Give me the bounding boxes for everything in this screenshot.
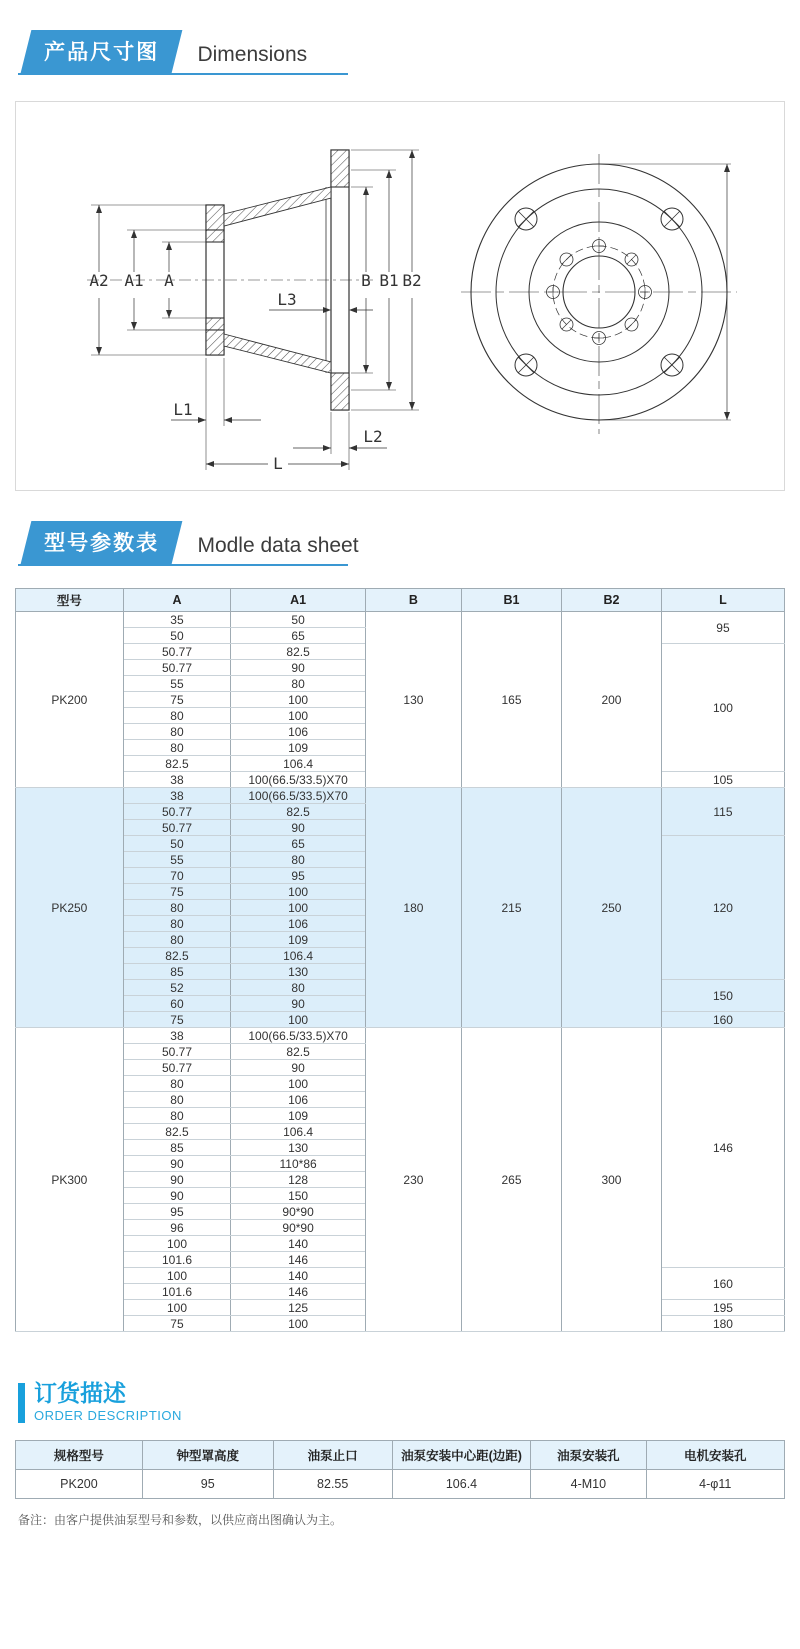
a-cell: 82.5 xyxy=(123,1124,231,1140)
a1-cell: 125 xyxy=(231,1300,366,1316)
a-cell: 50.77 xyxy=(123,660,231,676)
a1-cell: 82.5 xyxy=(231,1044,366,1060)
order-table-body xyxy=(16,1470,785,1499)
a1-cell: 82.5 xyxy=(231,644,366,660)
a1-cell: 106 xyxy=(231,1092,366,1108)
label-l1: L1 xyxy=(173,400,193,419)
order-title-zh: 订货描述 xyxy=(34,1380,126,1406)
label-a1: A1 xyxy=(124,271,144,290)
a-cell: 38 xyxy=(123,788,231,804)
bell-housing-front-view xyxy=(461,154,737,434)
label-b: B xyxy=(361,271,371,290)
a1-cell: 100(66.5/33.5)X70 xyxy=(231,772,366,788)
model-table-header-cell: L xyxy=(661,589,784,612)
a-cell: 82.5 xyxy=(123,756,231,772)
a1-cell: 65 xyxy=(231,628,366,644)
order-title-en: ORDER DESCRIPTION xyxy=(34,1408,182,1423)
l-cell: 146 xyxy=(661,1028,784,1268)
a-cell: 80 xyxy=(123,932,231,948)
a1-cell: 100 xyxy=(231,884,366,900)
a-cell: 80 xyxy=(123,708,231,724)
a1-cell: 50 xyxy=(231,612,366,628)
model-cell: PK300 xyxy=(16,1028,124,1332)
a-cell: 38 xyxy=(123,1028,231,1044)
a1-cell: 90 xyxy=(231,996,366,1012)
order-table-header-cell: 电机安装孔 xyxy=(646,1441,784,1470)
a-cell: 80 xyxy=(123,916,231,932)
a1-cell: 80 xyxy=(231,980,366,996)
order-value-cell: 106.4 xyxy=(392,1470,530,1499)
a1-cell: 106 xyxy=(231,724,366,740)
a-cell: 75 xyxy=(123,692,231,708)
a1-cell: 140 xyxy=(231,1268,366,1284)
a-cell: 80 xyxy=(123,1076,231,1092)
dimensions-title-zh: 产品尺寸图 xyxy=(44,41,160,64)
order-value-cell: 95 xyxy=(142,1470,273,1499)
a1-cell: 110*86 xyxy=(231,1156,366,1172)
a1-cell: 100(66.5/33.5)X70 xyxy=(231,788,366,804)
a-cell: 100 xyxy=(123,1268,231,1284)
a-cell: 75 xyxy=(123,1316,231,1332)
a1-cell: 80 xyxy=(231,852,366,868)
section-view-dimension-labels xyxy=(89,271,421,473)
model-table-header-cell: A xyxy=(123,589,231,612)
b-cell: 180 xyxy=(365,788,461,1028)
a-cell: 52 xyxy=(123,980,231,996)
a1-cell: 100 xyxy=(231,1012,366,1028)
a1-cell: 109 xyxy=(231,932,366,948)
label-b1: B1 xyxy=(379,271,399,290)
a1-cell: 100 xyxy=(231,1316,366,1332)
b-cell: 230 xyxy=(365,1028,461,1332)
model-table-header-cell: A1 xyxy=(231,589,366,612)
order-note: 备注：由客户提供油泵型号和参数，以供应商出图确认为主。 xyxy=(18,1513,343,1527)
order-table-header-cell: 油泵安装孔 xyxy=(531,1441,646,1470)
a-cell: 96 xyxy=(123,1220,231,1236)
order-value-cell: 4-φ11 xyxy=(646,1470,784,1499)
a1-cell: 130 xyxy=(231,1140,366,1156)
a-cell: 85 xyxy=(123,1140,231,1156)
label-a: A xyxy=(164,271,174,290)
model-table xyxy=(15,588,785,1332)
l-cell: 195 xyxy=(661,1300,784,1316)
model-table-header-cell: 型号 xyxy=(16,589,124,612)
order-table xyxy=(15,1440,785,1499)
a-cell: 35 xyxy=(123,612,231,628)
model-table-header-cell: B1 xyxy=(462,589,562,612)
label-a2: A2 xyxy=(89,271,109,290)
order-table-header-cell: 规格型号 xyxy=(16,1441,143,1470)
a-cell: 55 xyxy=(123,852,231,868)
model-table-body xyxy=(16,612,785,1332)
a1-cell: 82.5 xyxy=(231,804,366,820)
a1-cell: 100 xyxy=(231,1076,366,1092)
a1-cell: 106 xyxy=(231,916,366,932)
label-l3: L3 xyxy=(277,290,297,309)
a1-cell: 128 xyxy=(231,1172,366,1188)
order-value-cell: PK200 xyxy=(16,1470,143,1499)
model-table-row xyxy=(16,788,785,804)
order-value-cell: 4-M10 xyxy=(531,1470,646,1499)
order-table-header-cell: 钟型罩高度 xyxy=(142,1441,273,1470)
model-table-head xyxy=(16,589,785,612)
model-cell: PK250 xyxy=(16,788,124,1028)
a1-cell: 90*90 xyxy=(231,1204,366,1220)
label-b2: B2 xyxy=(402,271,422,290)
a1-cell: 100 xyxy=(231,900,366,916)
order-table-head xyxy=(16,1441,785,1470)
a-cell: 38 xyxy=(123,772,231,788)
dimensions-drawing-box xyxy=(15,101,785,491)
b-cell: 130 xyxy=(365,612,461,788)
dimensions-badge xyxy=(21,30,183,73)
a1-cell: 146 xyxy=(231,1252,366,1268)
section-view-dimensions xyxy=(91,150,422,470)
a1-cell: 146 xyxy=(231,1284,366,1300)
a1-cell: 140 xyxy=(231,1236,366,1252)
a-cell: 85 xyxy=(123,964,231,980)
model-table-header-cell: B xyxy=(365,589,461,612)
a-cell: 101.6 xyxy=(123,1284,231,1300)
a1-cell: 90*90 xyxy=(231,1220,366,1236)
l-cell: 160 xyxy=(661,1012,784,1028)
a1-cell: 100(66.5/33.5)X70 xyxy=(231,1028,366,1044)
b1-cell: 215 xyxy=(462,788,562,1028)
a-cell: 50 xyxy=(123,836,231,852)
a1-cell: 90 xyxy=(231,1060,366,1076)
a-cell: 100 xyxy=(123,1300,231,1316)
l-cell: 160 xyxy=(661,1268,784,1300)
model-table-header-cell: B2 xyxy=(561,589,661,612)
a1-cell: 100 xyxy=(231,692,366,708)
a-cell: 60 xyxy=(123,996,231,1012)
a-cell: 55 xyxy=(123,676,231,692)
a1-cell: 109 xyxy=(231,740,366,756)
a-cell: 50 xyxy=(123,628,231,644)
b2-cell: 200 xyxy=(561,612,661,788)
a-cell: 100 xyxy=(123,1236,231,1252)
a-cell: 90 xyxy=(123,1172,231,1188)
a-cell: 80 xyxy=(123,900,231,916)
order-table-header-cell: 油泵止口 xyxy=(273,1441,392,1470)
l-cell: 150 xyxy=(661,980,784,1012)
order-value-cell: 82.55 xyxy=(273,1470,392,1499)
a-cell: 82.5 xyxy=(123,948,231,964)
datasheet-badge xyxy=(21,521,183,564)
b2-cell: 300 xyxy=(561,1028,661,1332)
l-cell: 115 xyxy=(661,788,784,836)
order-table-row xyxy=(16,1470,785,1499)
a-cell: 80 xyxy=(123,740,231,756)
b1-cell: 165 xyxy=(462,612,562,788)
dimensions-section-header xyxy=(18,30,348,75)
l-cell: 120 xyxy=(661,836,784,980)
l-cell: 95 xyxy=(661,612,784,644)
a1-cell: 106.4 xyxy=(231,756,366,772)
a-cell: 50.77 xyxy=(123,820,231,836)
order-section-header xyxy=(18,1380,800,1426)
a-cell: 75 xyxy=(123,1012,231,1028)
a1-cell: 95 xyxy=(231,868,366,884)
b1-cell: 265 xyxy=(462,1028,562,1332)
bell-housing-drawing xyxy=(16,102,784,490)
datasheet-title-en: Modle data sheet xyxy=(197,533,359,557)
datasheet-section-header xyxy=(18,521,359,566)
a-cell: 50.77 xyxy=(123,804,231,820)
model-table-row xyxy=(16,612,785,628)
b2-cell: 250 xyxy=(561,788,661,1028)
dimensions-title-en: Dimensions xyxy=(197,42,308,66)
label-l2: L2 xyxy=(363,427,383,446)
a1-cell: 106.4 xyxy=(231,1124,366,1140)
l-cell: 105 xyxy=(661,772,784,788)
a-cell: 70 xyxy=(123,868,231,884)
a1-cell: 109 xyxy=(231,1108,366,1124)
datasheet-title-zh: 型号参数表 xyxy=(44,532,160,555)
l-cell: 180 xyxy=(661,1316,784,1332)
l-cell: 100 xyxy=(661,644,784,772)
a1-cell: 90 xyxy=(231,660,366,676)
a1-cell: 130 xyxy=(231,964,366,980)
a1-cell: 150 xyxy=(231,1188,366,1204)
model-table-wrap xyxy=(15,588,785,1332)
a1-cell: 100 xyxy=(231,708,366,724)
a-cell: 80 xyxy=(123,1108,231,1124)
a1-cell: 106.4 xyxy=(231,948,366,964)
a-cell: 101.6 xyxy=(123,1252,231,1268)
model-table-row xyxy=(16,1028,785,1044)
a1-cell: 80 xyxy=(231,676,366,692)
a-cell: 95 xyxy=(123,1204,231,1220)
a-cell: 75 xyxy=(123,884,231,900)
a-cell: 50.77 xyxy=(123,644,231,660)
a-cell: 80 xyxy=(123,724,231,740)
a-cell: 80 xyxy=(123,1092,231,1108)
a-cell: 50.77 xyxy=(123,1060,231,1076)
a1-cell: 90 xyxy=(231,820,366,836)
label-l: L xyxy=(273,454,283,473)
a1-cell: 65 xyxy=(231,836,366,852)
a-cell: 90 xyxy=(123,1156,231,1172)
model-cell: PK200 xyxy=(16,612,124,788)
order-table-header-cell: 油泵安装中心距(边距) xyxy=(392,1441,530,1470)
a-cell: 50.77 xyxy=(123,1044,231,1060)
order-heading-bar xyxy=(18,1383,25,1423)
a-cell: 90 xyxy=(123,1188,231,1204)
